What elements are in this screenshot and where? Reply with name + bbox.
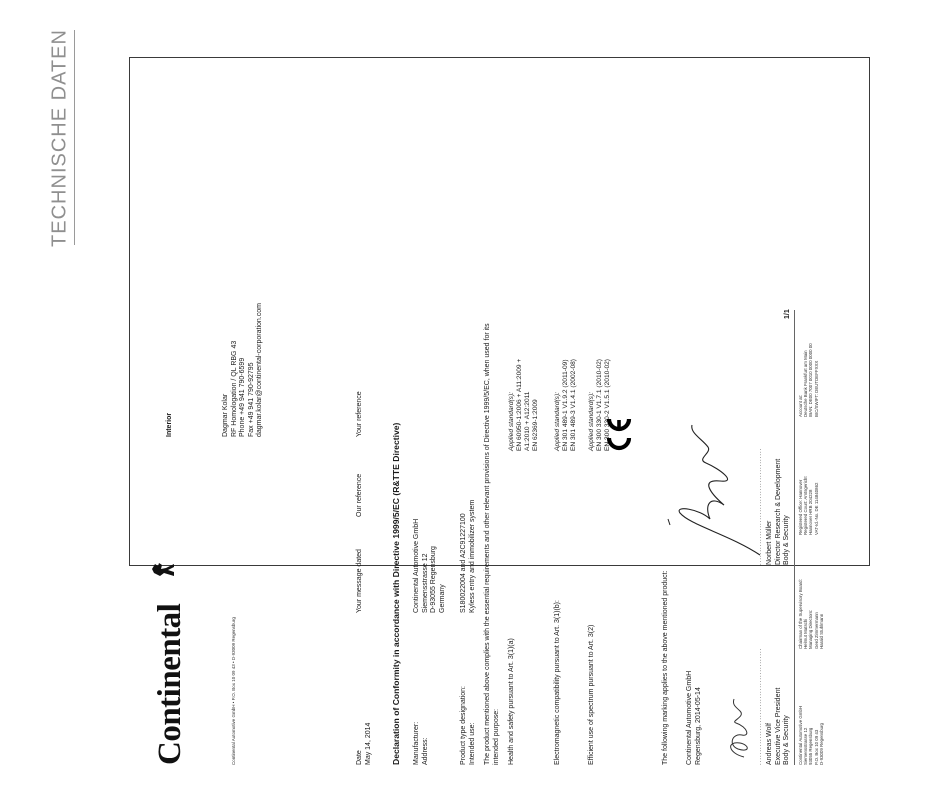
signer-left-unit: Body & Security [783,715,790,765]
footer-column-registry [798,476,819,535]
your-reference-label: Your reference [356,391,363,437]
signer-left-title: Executive Vice President [774,687,782,765]
document-frame [129,57,870,765]
address-label: Address: [421,737,429,765]
declaration-letter [130,290,869,797]
footer-line: Registered Office: Hannover [798,479,803,535]
section-label-spectrum: Efficient use of spectrum pursuant to Art. 3(2) [588,624,595,765]
standard-line: EN 301 489-3 V1.4.1 (2002-08) [570,358,577,451]
manufacturer-label: Manufacturer: [413,721,420,765]
footer-line: Deutsche Bank Frankfurt am Main [803,350,809,417]
contact-phone: Phone +49 941 790-6599 [239,357,246,437]
footer-line: 93055 Regensburg [808,727,814,765]
footer-line: P.O. Box 10 09 43 [813,729,819,765]
signer-left-name: Andreas Wolf [766,723,773,765]
standard-line: A1:2010 + A12:2011 [524,391,531,451]
footer-column-company [798,706,824,765]
footer-line: IBAN: DE00 7007 0010 0000 0000 00 [808,343,814,417]
contact-block [222,303,265,437]
intended-use-value: Kyless entry and immobilizer system [468,499,476,613]
standards-emc [554,359,578,451]
footer-line: Gerd Zimmermann [813,612,819,649]
footer-line: Registered Court: Amtsgericht [803,476,809,535]
standard-line: EN 300 330-2 V1.5.1 (2010-02) [604,358,611,451]
address-line-1: Siemensstrasse 12 [421,553,429,613]
message-dated-label: Your message dated [356,549,363,613]
standards-heading: Applied standard(s): [588,391,595,451]
place-date: Regensburg, 2014-05-14 [694,687,702,765]
footer-line: Siemensstrasse 12 [803,727,809,765]
division-name: Interior [166,412,173,437]
signer-right-unit: Body & Security [783,515,790,565]
signature-left [720,673,760,763]
contact-dept: RF Homologation / QL RBG 43 [230,340,238,437]
sender-address-line: Continental Automotive GmbH • P.O. Box 10 09 43 • D-93009 Regensburg [231,617,236,765]
signer-right-title: Director Research & Development [774,458,782,565]
footer-line: Account at: [798,395,803,417]
footer-line: Managing Directors: [808,609,814,649]
signer-right [766,459,792,565]
manufacturer-name: Continental Automotive GmbH [413,518,420,613]
footer-column-board [798,579,824,649]
footer-line: D-93009 Regensburg [818,723,824,765]
signature-line-left: ............................................ [757,647,763,765]
letter-footer [792,290,852,797]
footer-line: BIC/SWIFT: DEUTDEFFXXX [813,360,819,417]
footer-line: VAT-Id.-No. DE 114840862 [813,482,819,535]
company-date-block [686,671,703,765]
footer-line: Hannover HRB 204228 [808,489,814,535]
compliance-paragraph: The product mentioned above complies with the essential requirements and other relevant provisions of Directive 1999/5/EC, when used for its intended purpose: [484,323,500,765]
our-reference-label: Our reference [356,473,363,517]
contact-fax: Fax +49 941 790-92795 [247,362,255,437]
standard-line: EN 62369-1:2009 [532,399,539,451]
contact-email: dagmar.kolar@continental-corporation.com [256,303,263,437]
ce-mark-icon [606,415,632,455]
date-field [356,723,373,765]
product-type-value: S180022004 and A2C91227100 [460,513,467,613]
standard-line: EN 300 330-1 V1.7.1 (2010-02) [596,358,603,451]
signer-right-name: Norbert Müller [766,520,773,565]
footer-column-bank [798,343,819,417]
footer-line: Chairman of the Supervisory Board: [798,579,803,649]
section-label-health: Health and safety pursuant to Art. 3(1)(a) [508,638,515,765]
address-line-3: Germany [438,584,446,613]
footer-line: Helmut Matschi [803,618,809,649]
standard-line: EN 301 489-1 V1.9.2 (2011-09) [562,359,569,451]
signer-left [766,688,792,765]
declaration-title: Declaration of Conformity in accordance with Directive 1999/5/EC (R&TTE Directive) [391,422,401,765]
horse-logo-icon [150,559,176,579]
standards-heading: Applied standard(s): [508,391,515,451]
standards-health [508,359,540,451]
standards-heading: Applied standard(s): [554,391,561,451]
footer-line: Continental Automotive GmbH [798,705,803,765]
page-number: 1/1 [784,309,791,319]
date-value: May 14, 2014 [364,722,372,765]
side-header [46,30,75,245]
signature-right [650,415,770,565]
intended-use-label: Intended use: [468,722,476,765]
company-name: Continental Automotive GmbH [686,670,693,765]
date-label: Date [356,750,363,765]
contact-name: Dagmar Kolar [222,393,229,437]
side-header-title: TECHNISCHE DATEN [48,28,71,247]
product-type-label: Product type designation: [460,686,467,765]
manufacturer-block [413,519,447,613]
marking-statement: The following marking applies to the above mentioned product: [662,570,669,765]
standard-line: EN 60950-1:2006 + A11:2009 + [516,358,523,451]
company-logo: Continental [152,603,188,765]
section-label-emc: Electromagnetic compatibility pursuant to Art. 3(1)(b): [554,600,561,765]
address-line-2: D-93055 Regensburg [430,546,437,613]
signature-line-right: ............................................ [757,447,763,565]
footer-line: Harald Stuhlmann [818,613,824,649]
